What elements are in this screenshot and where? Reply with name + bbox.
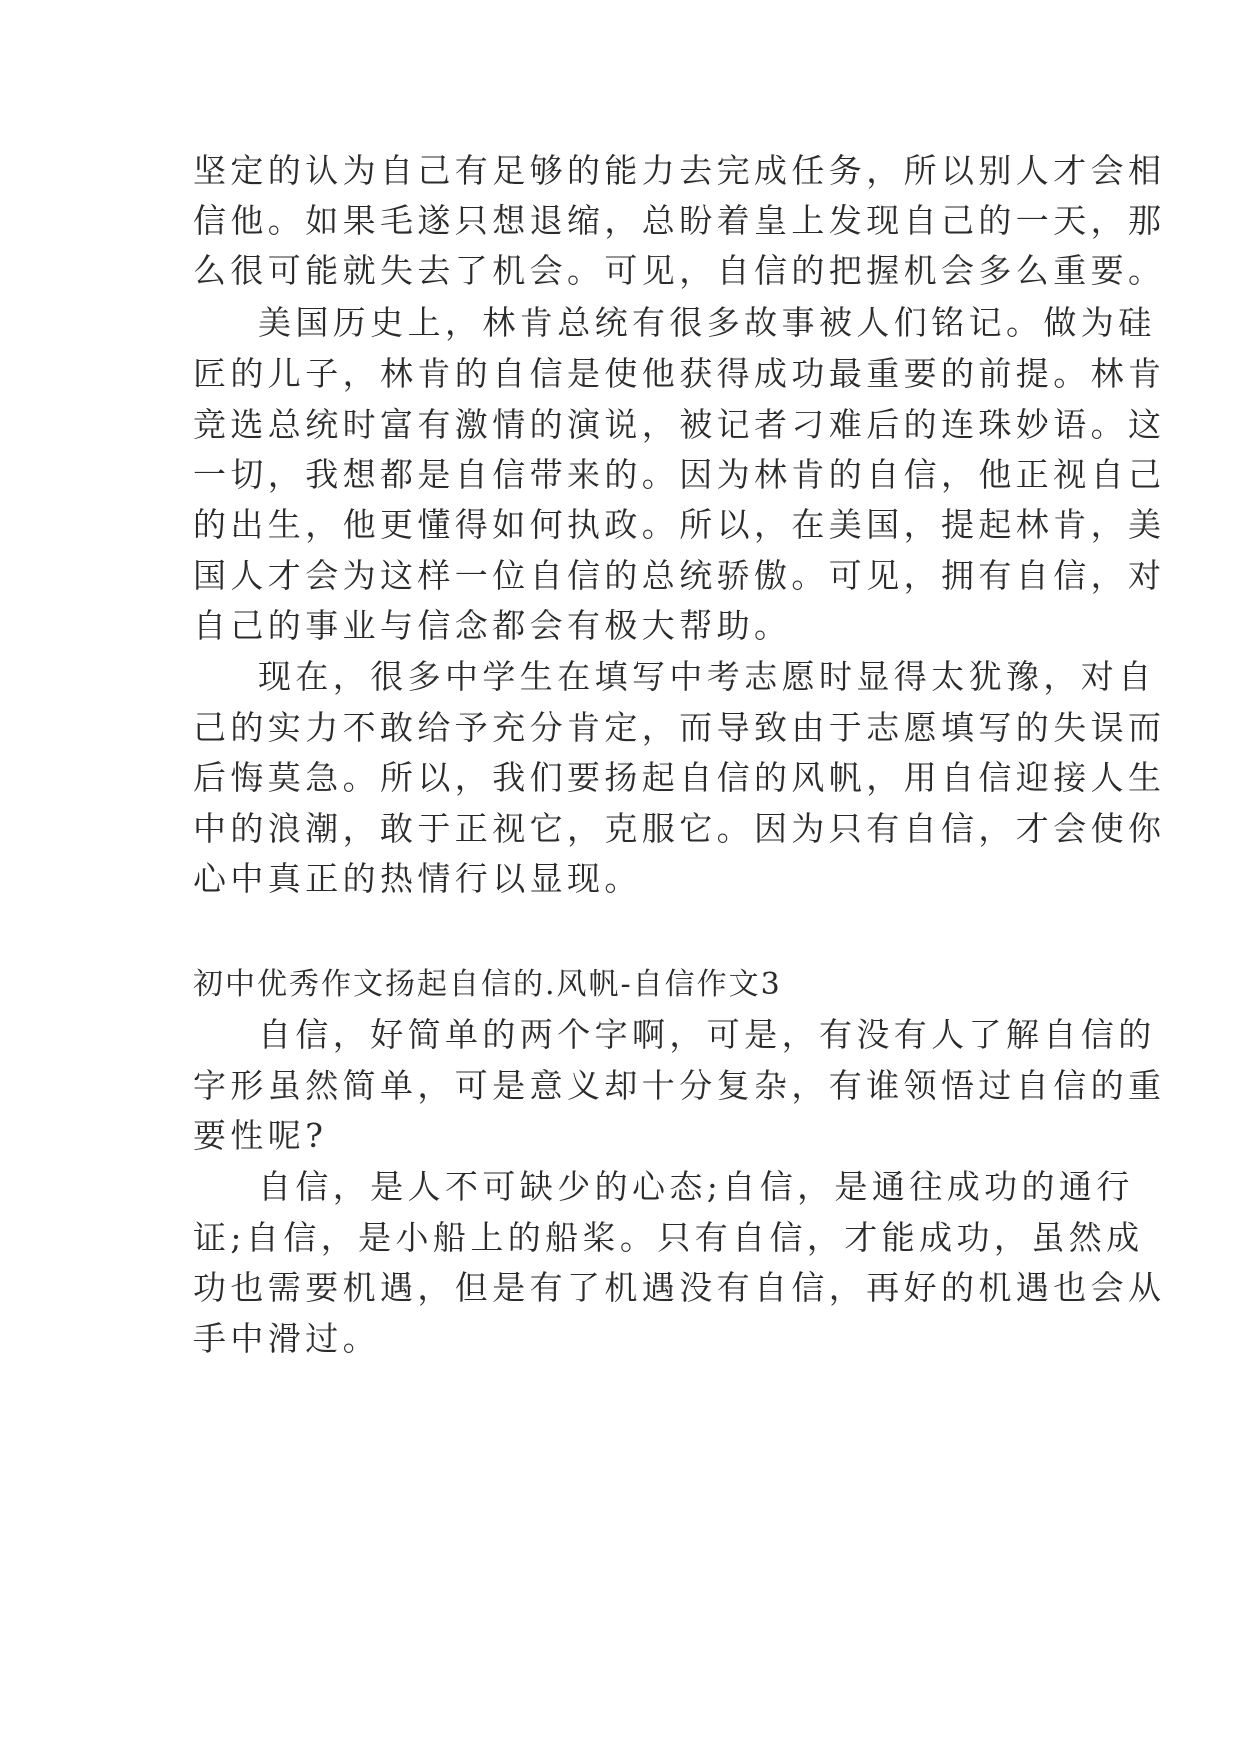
text-line: 手中滑过。 [193, 1319, 380, 1358]
text-line: 信他。如果毛遂只想退缩，总盼着皇上发现自己的一天，那 [193, 201, 1166, 240]
text-line: 字形虽然简单，可是意义却十分复杂，有谁领悟过自信的重 [193, 1066, 1166, 1105]
text-line: 自信，好简单的两个字啊，可是，有没有人了解自信的 [258, 1015, 1156, 1054]
text-line: 自信，是人不可缺少的心态;自信，是通往成功的通行 [258, 1167, 1134, 1206]
text-line: 要性呢? [193, 1116, 328, 1155]
text-line: 坚定的认为自己有足够的能力去完成任务，所以别人才会相 [193, 151, 1166, 190]
text-line: 自己的事业与信念都会有极大帮助。 [193, 606, 792, 645]
text-line: 中的浪潮，敢于正视它，克服它。因为只有自信，才会使你 [193, 809, 1166, 848]
text-line: 匠的儿子，林肯的自信是使他获得成功最重要的前提。林肯 [193, 354, 1166, 393]
text-line: 美国历史上，林肯总统有很多故事被人们铭记。做为硅 [258, 303, 1156, 342]
text-line: 现在，很多中学生在填写中考志愿时显得太犹豫，对自 [258, 657, 1156, 696]
text-line: 证;自信，是小船上的船桨。只有自信，才能成功，虽然成 [193, 1218, 1144, 1257]
article-heading: 初中优秀作文扬起自信的.风帆-自信作文3 [193, 967, 782, 1002]
text-line: 后悔莫急。所以，我们要扬起自信的风帆，用自信迎接人生 [193, 758, 1166, 797]
text-line: 竞选总统时富有激情的演说，被记者刁难后的连珠妙语。这 [193, 405, 1166, 444]
text-line: 功也需要机遇，但是有了机遇没有自信，再好的机遇也会从 [193, 1268, 1166, 1307]
text-line: 的出生，他更懂得如何执政。所以，在美国，提起林肯，美 [193, 505, 1166, 544]
text-line: 己的实力不敢给予充分肯定，而导致由于志愿填写的失误而 [193, 708, 1166, 747]
text-line: 么很可能就失去了机会。可见，自信的把握机会多么重要。 [193, 251, 1166, 290]
text-line: 一切，我想都是自信带来的。因为林肯的自信，他正视自己 [193, 455, 1166, 494]
text-line: 心中真正的热情行以显现。 [193, 859, 642, 898]
text-line: 国人才会为这样一位自信的总统骄傲。可见，拥有自信，对 [193, 556, 1166, 595]
